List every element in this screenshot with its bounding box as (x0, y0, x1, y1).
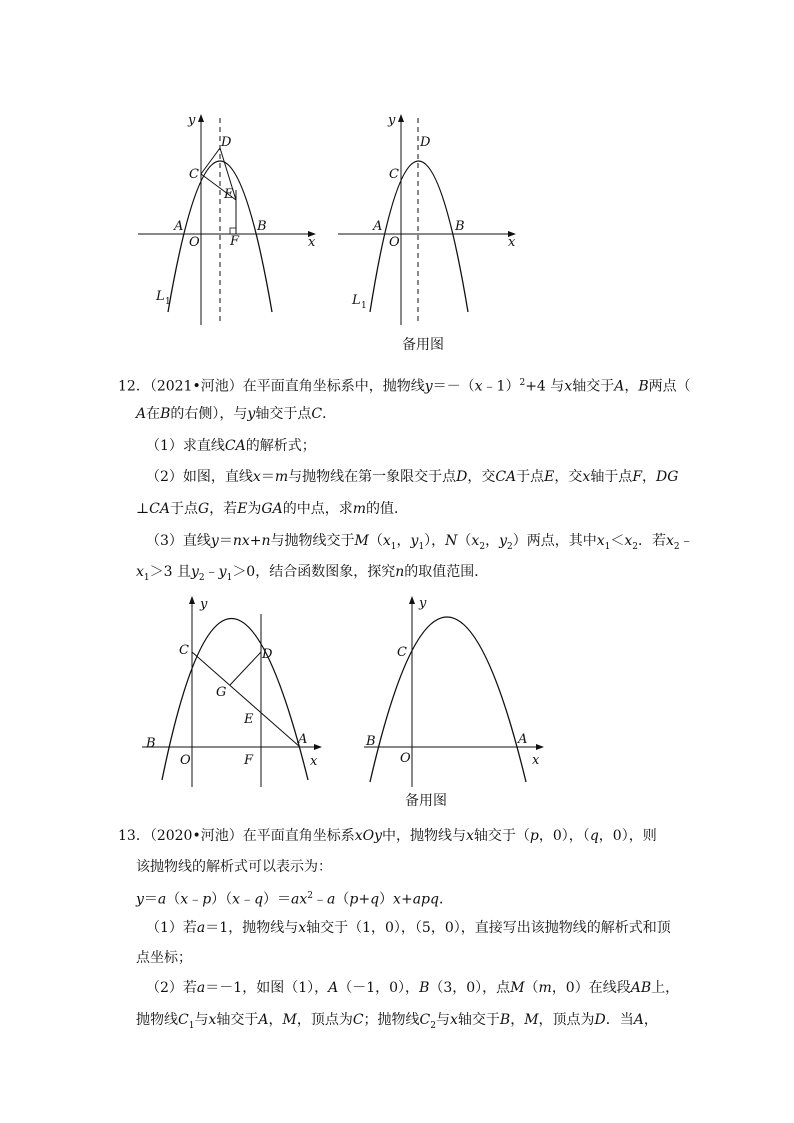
label-O: O (180, 753, 191, 768)
line-CA (192, 652, 300, 747)
figure-1-caption: 备用图 (402, 337, 444, 353)
q12-part2-line1: （2）如图，直线x＝m与抛物线在第一象限交于点D，交CA于点E，交x轴于点F，DG (146, 469, 679, 485)
label-x: x (532, 753, 540, 768)
label-L1-sub: 1 (361, 301, 367, 311)
label-B: B (146, 736, 156, 751)
y-axis-arrow (409, 596, 415, 604)
q13-line3: $y=a(x﹣p)(x﹣q)=ax^2﹣a(p+q)x+apq$． (136, 891, 453, 908)
q12-part2-line2: ⊥CA于点G，若E为GA的中点，求m的值． (136, 501, 408, 517)
label-F: F (244, 753, 254, 768)
label-x: x (310, 754, 318, 769)
figure-1-right (338, 110, 523, 330)
y-axis-arrow (189, 596, 195, 604)
figure-2-caption: 备用图 (405, 793, 447, 809)
segment-DG (230, 652, 261, 685)
label-G: G (216, 685, 227, 700)
label-O: O (189, 235, 200, 250)
q12-line2: A在B的右侧），与y轴交于点C． (136, 406, 337, 422)
label-y: y (188, 113, 196, 128)
label-y: y (200, 597, 208, 612)
label-B: B (257, 219, 267, 234)
label-x: x (308, 235, 316, 250)
label-E: E (224, 187, 234, 202)
label-y: y (419, 596, 427, 611)
label-D: D (262, 647, 273, 662)
q13-part1-line1: （1）若a＝1，抛物线与x轴交于（1，0），（5，0），直接写出该抛物线的解析式和顶 (146, 920, 671, 936)
label-L1-sub: 1 (165, 297, 171, 307)
label-B: B (366, 734, 376, 749)
q13-part2-line2: 抛物线$C_1$与x轴交于A，M，顶点为C；抛物线$C_2$与x轴交于B，M，顶点为D．当A， (136, 1012, 658, 1031)
q12-part3-line2: $x_1>3$ 且$y_2﹣y_1>0$，结合函数图象，探究n的取值范围． (136, 564, 489, 583)
x-axis-arrow (536, 744, 544, 750)
label-A: A (174, 219, 184, 234)
x-axis-arrow (314, 744, 322, 750)
figure-1-left (138, 110, 323, 330)
q12-part3-line1: （3）直线y＝nx+n与抛物线交于$M(x_1$，$y_1$），$N(x_2$，$y_2$）两点，其中$x_1<x_2$．若$x_2﹣$ (146, 533, 694, 552)
label-A: A (518, 732, 528, 747)
label-L1: L (352, 293, 361, 308)
y-axis-arrow (198, 114, 204, 122)
label-A: A (373, 219, 383, 234)
label-D: D (221, 135, 232, 150)
label-A: A (298, 732, 308, 747)
q13-part2-line1: （2）若a＝－1，如图（1），A（－1，0），B（3，0），点M（m，0）在线段AB上， (146, 980, 680, 996)
q12-line1: 12．（2021•河池）在平面直角坐标系中，抛物线y＝－（x﹣1）$^2$+4 与x轴交于A，B两点（ (118, 378, 691, 395)
figure-2-right (362, 592, 552, 792)
label-C: C (189, 167, 199, 182)
label-x: x (508, 235, 516, 250)
label-y: y (388, 113, 396, 128)
figure-2-left (140, 592, 330, 792)
label-C: C (389, 167, 399, 182)
q13-line2: 该抛物线的解析式可以表示为： (136, 859, 332, 875)
label-L1: L (156, 289, 165, 304)
y-axis-arrow (398, 114, 404, 122)
parabola (370, 617, 526, 782)
label-F: F (230, 234, 240, 249)
label-O: O (400, 751, 411, 766)
label-O: O (389, 235, 400, 250)
label-B: B (455, 219, 465, 234)
q13-line1: 13．（2020•河池）在平面直角坐标系xOy中，抛物线与x轴交于（p，0），（q，0），则 (118, 828, 657, 844)
label-C: C (179, 643, 189, 658)
q13-part1-line2: 点坐标； (136, 950, 192, 966)
label-D: D (420, 135, 431, 150)
label-E: E (244, 712, 254, 727)
parabola-L1 (370, 161, 468, 312)
label-C: C (397, 645, 407, 660)
q12-part1: （1）求直线CA的解析式； (146, 438, 316, 454)
